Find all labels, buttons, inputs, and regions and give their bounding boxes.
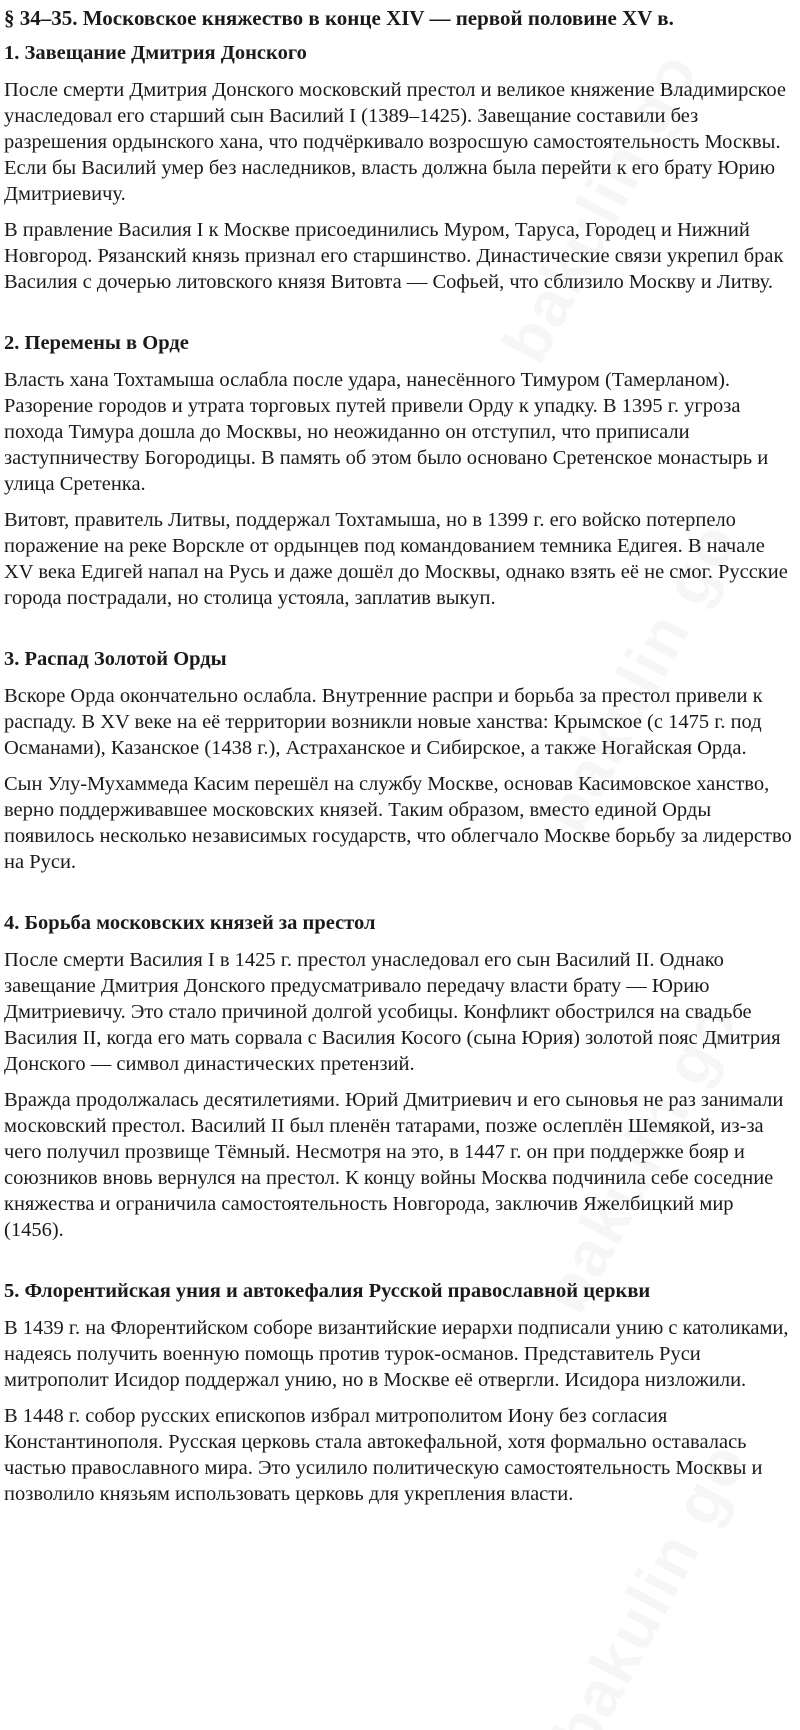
section-horde-changes bbox=[4, 331, 792, 611]
section-testament bbox=[4, 41, 792, 295]
section-heading: 4. Борьба московских князей за престол bbox=[4, 912, 376, 934]
section-divider bbox=[4, 621, 792, 647]
page-title: § 34–35. Московское княжество в конце XIV — первой половине XV в. bbox=[4, 6, 674, 30]
section-florence-union bbox=[4, 1279, 792, 1507]
section-golden-horde-collapse bbox=[4, 647, 792, 875]
paragraph: Власть хана Тохтамыша ослабла после удара, нанесённого Тимуром (Тамерланом). Разорение городов и утрата торговых путей привели Орду к упадку. В 1395 г. угроза похода Тимура дошла до Москвы, но неожиданно он отступил, что приписали заступничеству Богородицы. В память об этом было основано Сретенское монастырь и улица Сретенка. bbox=[4, 369, 769, 495]
paragraph: Вражда продолжалась десятилетиями. Юрий Дмитриевич и его сыновья не раз занимали московский престол. Василий II был пленён татарами, позже ослеплён Шемякой, из-за чего получил прозвище Тёмный. Несмотря на это, в 1447 г. он при поддержке бояр и союзников вновь вернулся на престол. К концу войны Москва подчинила себе соседние княжества и ограничила самостоятельность Новгорода, заключив Яжелбицкий мир (1456). bbox=[4, 1089, 784, 1241]
section-divider bbox=[4, 1253, 792, 1279]
paragraph: В 1439 г. на Флорентийском соборе византийские иерархи подписали унию с католиками, надеясь получить военную помощь против турок-османов. Представитель Руси митрополит Исидор поддержал унию, но в Москве её отвергли. Исидора низложили. bbox=[4, 1317, 789, 1391]
section-divider bbox=[4, 885, 792, 911]
section-heading: 5. Флорентийская уния и автокефалия Русской православной церкви bbox=[4, 1280, 651, 1302]
section-heading: 3. Распад Золотой Орды bbox=[4, 648, 227, 670]
document-content bbox=[4, 6, 792, 1507]
paragraph: Вскоре Орда окончательно ослабла. Внутренние распри и борьба за престол привели к распаду. В XV веке на её территории возникли новые ханства: Крымское (с 1475 г. под Османами), Казанское (1438 г.), Астраханское и Сибирское, а также Ногайская Орда. bbox=[4, 685, 763, 759]
paragraph: В правление Василия I к Москве присоединились Муром, Таруса, Городец и Нижний Новгород. Рязанский князь признал его старшинство. Династические связи укрепил брак Василия с дочерью литовского князя Витовта — Софьей, что сблизило Москву и Литву. bbox=[4, 219, 784, 293]
section-throne-struggle bbox=[4, 911, 792, 1243]
paragraph: Сын Улу-Мухаммеда Касим перешёл на службу Москве, основав Касимовское ханство, верно поддерживавшее московских князей. Таким образом, вместо единой Орды появилось несколько независимых государств, что облегчало Москве борьбу за лидерство на Руси. bbox=[4, 773, 792, 873]
paragraph: В 1448 г. собор русских епископов избрал митрополитом Иону без согласия Константинополя. Русская церковь стала автокефальной, хотя формально оставалась частью православного мира. Это усилило политическую самостоятельность Москвы и позволило князьям использовать церковь для укрепления власти. bbox=[4, 1405, 763, 1505]
paragraph: Витовт, правитель Литвы, поддержал Тохтамыша, но в 1399 г. его войско потерпело поражение на реке Ворскле от ордынцев под командованием темника Едигея. В начале XV века Едигей напал на Русь и даже дошёл до Москвы, однако взять её не смог. Русские города пострадали, но столица устояла, заплатив выкуп. bbox=[4, 509, 788, 609]
section-divider bbox=[4, 305, 792, 331]
paragraph: После смерти Дмитрия Донского московский престол и великое княжение Владимирское унаследовал его старший сын Василий I (1389–1425). Завещание составили без разрешения ордынского хана, что подчёркивало возросшую самостоятельность Москвы. Если бы Василий умер без наследников, власть должна была перейти к его брату Юрию Дмитриевичу. bbox=[4, 79, 786, 205]
paragraph: После смерти Василия I в 1425 г. престол унаследовал его сын Василий II. Однако завещание Дмитрия Донского предусматривало передачу власти брату — Юрию Дмитриевичу. Это стало причиной долгой усобицы. Конфликт обострился на свадьбе Василия II, когда его мать сорвала с Василия Косого (сына Юрия) золотой пояс Дмитрия Донского — символ династических претензий. bbox=[4, 949, 781, 1075]
section-heading: 2. Перемены в Орде bbox=[4, 332, 189, 354]
section-heading: 1. Завещание Дмитрия Донского bbox=[4, 42, 307, 64]
